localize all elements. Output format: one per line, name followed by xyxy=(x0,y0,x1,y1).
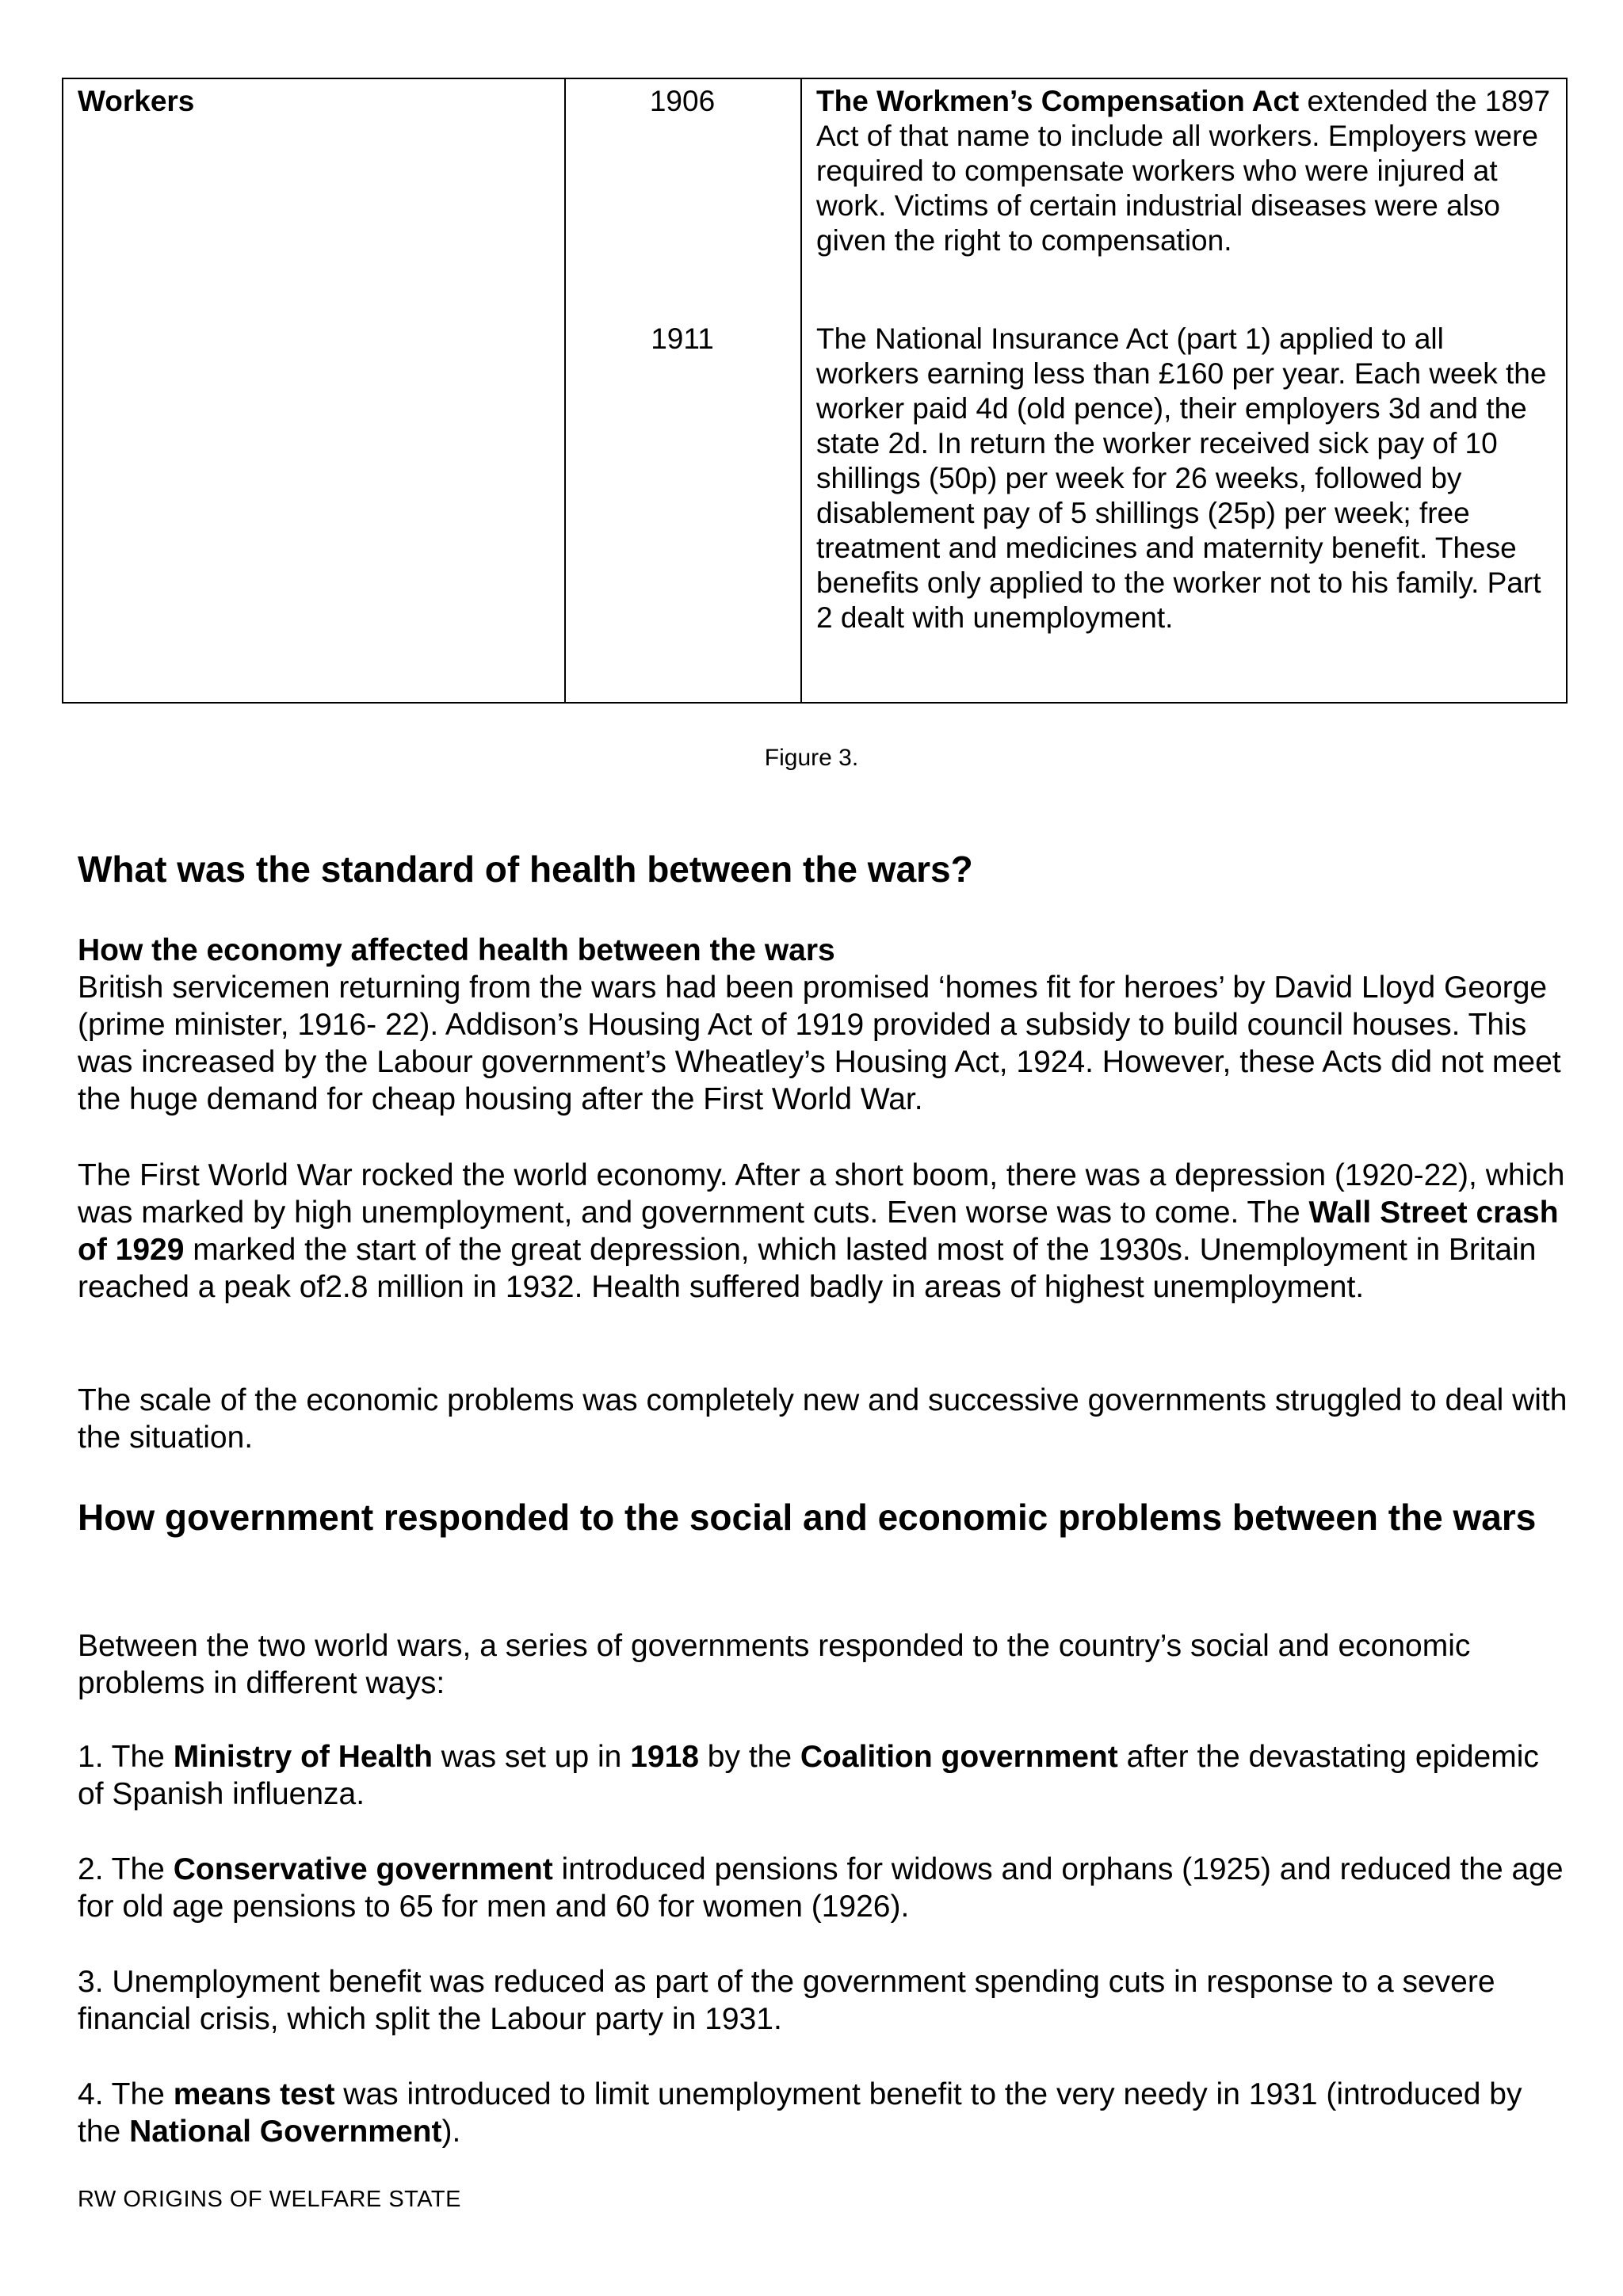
subheading: How the economy affected health between the wars xyxy=(78,933,835,967)
table-column-divider xyxy=(564,79,566,702)
paragraph: British servicemen returning from the wars had been promised ‘homes fit for heroes’ by David Lloyd George (prime minister, 1916- 22). Addison’s Housing Act of 1919 provided a subsidy to build council houses. This was increased by the Labour government’s Wheatley’s Housing Act, 1924. However, these Acts did not meet the huge demand for cheap housing after the First World War. xyxy=(78,971,1561,1116)
bold-term: Wall Street crash of 1929 xyxy=(78,1196,1559,1267)
table-year-cell: 1911 xyxy=(651,322,714,355)
page-footer: RW ORIGINS OF WELFARE STATE xyxy=(78,2187,461,2212)
paragraph: The scale of the economic problems was completely new and successive governments struggled to deal with the situation. xyxy=(78,1383,1568,1455)
bold-term: means test xyxy=(173,2077,335,2111)
list-item: 3. Unemployment benefit was reduced as part of the government spending cuts in response to a severe financial crisis, which split the Labour party in 1931. xyxy=(78,1965,1495,2036)
act-description: extended the 1897 Act of that name to include all workers. Employers were required to compensate workers who were injured at work. Victims of certain industrial diseases were also given the right to compensation. xyxy=(816,85,1551,257)
paragraph: The First World War rocked the world economy. After a short boom, there was a depression (1920-22), which was marked by high unemployment, and government cuts. Even worse was to come. The Wall Street crash of 1929 marked the start of the great depression, which lasted most of the 1930s. Unemployment in Britain reached a peak of2.8 million in 1932. Health suffered badly in areas of highest unemployment. xyxy=(78,1158,1565,1304)
bold-term: Conservative government xyxy=(173,1852,553,1886)
table-category-cell: Workers xyxy=(78,85,195,117)
paragraph: Between the two world wars, a series of governments responded to the country’s social and economic problems in different ways: xyxy=(78,1629,1471,1700)
section-heading: How government responded to the social and economic problems between the wars xyxy=(78,1497,1537,1538)
section-body xyxy=(78,932,1568,1118)
section-heading: What was the standard of health between the wars? xyxy=(78,849,973,890)
bold-term: Ministry of Health xyxy=(173,1740,433,1774)
table-description-cell xyxy=(816,84,1553,258)
bold-term: National Government xyxy=(129,2115,442,2149)
list-item: 1. The Ministry of Health was set up in 1918 by the Coalition government after the devastating epidemic of Spanish influenza. xyxy=(78,1740,1539,1811)
act-description: The National Insurance Act (part 1) applied to all workers earning less than £160 per year. Each week the worker paid 4d (old pence), their employers 3d and the state 2d. In return the worker received sick pay of 10 shillings (50p) per week for 26 weeks, followed by disablement pay of 5 shillings (25p) per week; free treatment and medicines and maternity benefit. These benefits only applied to the worker not to his family. Part 2 dealt with unemployment. xyxy=(816,322,1547,634)
figure-caption: Figure 3. xyxy=(764,745,859,771)
table-year-cell: 1906 xyxy=(649,85,716,117)
bold-term: Coalition government xyxy=(800,1740,1118,1774)
act-name: The Workmen’s Compensation Act xyxy=(816,85,1300,117)
table-column-divider xyxy=(800,79,802,702)
bold-term: 1918 xyxy=(630,1740,699,1774)
list-item: 4. The means test was introduced to limit unemployment benefit to the very needy in 1931 (introduced by the National Government). xyxy=(78,2077,1522,2149)
acts-table xyxy=(62,78,1568,704)
table-description-cell xyxy=(816,322,1553,635)
list-item: 2. The Conservative government introduced pensions for widows and orphans (1925) and reduced the age for old age pensions to 65 for men and 60 for women (1926). xyxy=(78,1852,1564,1924)
